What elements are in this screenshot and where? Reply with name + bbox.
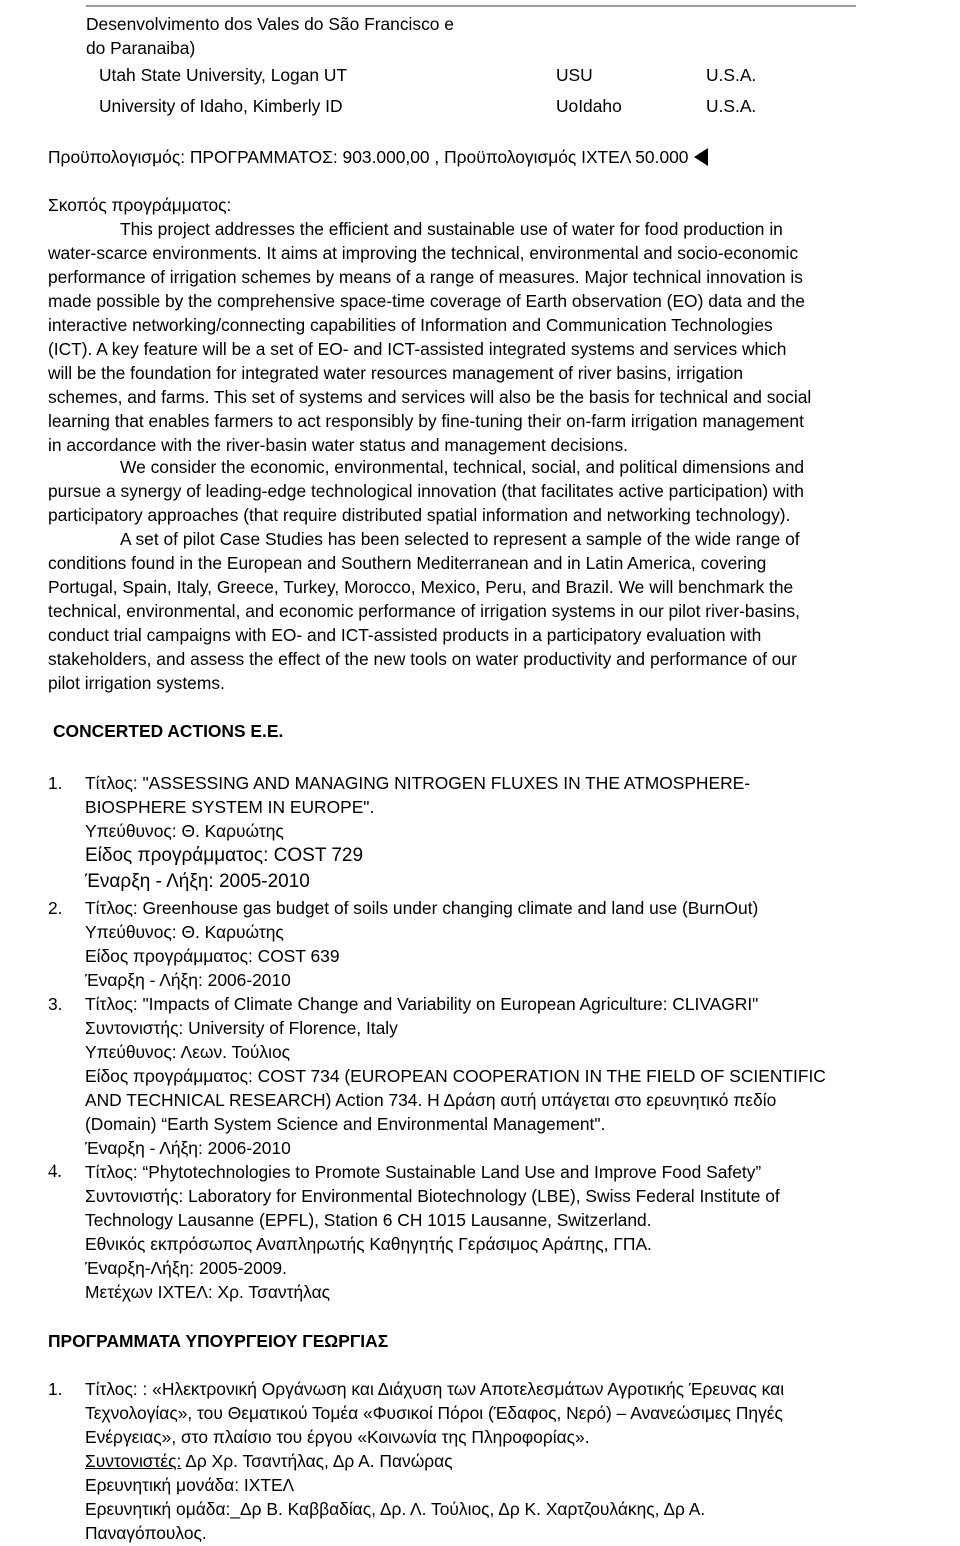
paragraph-line: technical, environmental, and economic performance of irrigation systems in our pilot river-basins, <box>48 601 801 621</box>
objective-line: will be the foundation for integrated water resources management of river basins, irrigation <box>48 363 744 383</box>
objective-line: schemes, and farms. This set of systems and services will also be the basis for technical and social <box>48 387 812 407</box>
section-heading-concerted-actions: CONCERTED ACTIONS E.E. <box>53 721 284 741</box>
item-title: Τίτλος: "ASSESSING AND MANAGING NITROGEN FLUXES IN THE ATMOSPHERE- <box>85 773 751 793</box>
section-heading-ministry-programs: ΠΡΟΓΡΑΜΜΑΤΑ ΥΠΟΥΡΓΕΙΟΥ ΓΕΩΡΓΙΑΣ <box>48 1331 389 1351</box>
item-coordinator-cont: Technology Lausanne (EPFL), Station 6 CH 1015 Lausanne, Switzerland. <box>85 1210 652 1230</box>
paragraph-2 <box>48 455 953 527</box>
item-title-cont: Τεχνολογίας», του Θεματικού Τομέα «Φυσικοί Πόροι (Έδαφος, Νερό) – Ανανεώσιμες Πηγές <box>85 1403 783 1423</box>
list-item <box>85 771 955 895</box>
header-title-line-1: Desenvolvimento dos Vales do São Francisco e <box>86 14 454 34</box>
item-duration: Έναρξη-Λήξη: 2005-2009. <box>85 1258 287 1278</box>
institution-name: Utah State University, Logan UT <box>99 65 348 85</box>
item-program-type-cont: AND TECHNICAL RESEARCH) Action 734. Η Δράση αυτή υπάγεται στο ερευνητικό πεδίο <box>85 1090 777 1110</box>
list-number: 1. <box>48 773 63 793</box>
objective-paragraph <box>48 217 953 457</box>
list-number: 4. <box>48 1162 62 1182</box>
objective-line: learning that enables farmers to act responsibly by fine-tuning their on-farm irrigation management <box>48 411 804 431</box>
paragraph-line: Portugal, Spain, Italy, Greece, Turkey, Morocco, Mexico, Peru, and Brazil. We will benchmark the <box>48 577 794 597</box>
objective-line: water-scarce environments. It aims at improving the technical, environmental and socio-economic <box>48 243 799 263</box>
objective-line: in accordance with the river-basin water status and management decisions. <box>48 435 628 455</box>
list-item <box>85 896 955 992</box>
header-title <box>86 12 546 60</box>
institution-abbr: USU <box>556 65 593 85</box>
item-research-team-cont: Παναγόπουλος. <box>85 1523 207 1543</box>
objective-line: (ICT). A key feature will be a set of EO- and ICT-assisted integrated systems and services which <box>48 339 787 359</box>
item-coordinator: Συντονιστής: Laboratory for Environmental Biotechnology (LBE), Swiss Federal Institute of <box>85 1186 780 1206</box>
item-duration: Έναρξη - Λήξη: 2006-2010 <box>85 970 291 990</box>
item-duration: Έναρξη - Λήξη: 2005-2010 <box>85 871 310 892</box>
item-title: Τίτλος: Greenhouse gas budget of soils under changing climate and land use (BurnOut) <box>85 898 759 918</box>
item-participant: Μετέχων ΙΧΤΕΛ: Χρ. Τσαντήλας <box>85 1282 331 1302</box>
objective-label: Σκοπός προγράμματος: <box>48 195 232 215</box>
item-national-rep: Εθνικός εκπρόσωπος Αναπληρωτής Καθηγητής Γεράσιμος Αράπης, ΓΠΑ. <box>85 1234 652 1254</box>
item-program-type-cont: (Domain) “Earth System Science and Environmental Management". <box>85 1114 606 1134</box>
coordinators-label: Συντονιστές: <box>85 1451 182 1471</box>
institution-country: U.S.A. <box>706 96 757 116</box>
institution-row <box>86 91 856 122</box>
paragraph-line: pilot irrigation systems. <box>48 673 225 693</box>
item-duration: Έναρξη - Λήξη: 2006-2010 <box>85 1138 291 1158</box>
item-coordinators <box>85 1449 955 1473</box>
list-item <box>85 992 955 1160</box>
paragraph-line: pursue a synergy of leading-edge technological innovation (that facilitates active participation) with <box>48 481 804 501</box>
objective-line: interactive networking/connecting capabilities of Information and Communication Technologies <box>48 315 773 335</box>
paragraph-line: conduct trial campaigns with EO- and ICT-assisted products in a participatory evaluation with <box>48 625 762 645</box>
institution-name: University of Idaho, Kimberly ID <box>99 96 343 116</box>
header-block <box>86 5 856 122</box>
objective-line: made possible by the comprehensive space-time coverage of Earth observation (EO) data and the <box>48 291 805 311</box>
list-item <box>85 1377 955 1545</box>
institution-country: U.S.A. <box>706 65 757 85</box>
item-title-cont: Ενέργειας», στο πλαίσιο του έργου «Κοινωνία της Πληροφορίας». <box>85 1427 590 1447</box>
header-title-line-2: do Paranaiba) <box>86 38 196 58</box>
item-program-type: Είδος προγράμματος: COST 639 <box>85 946 340 966</box>
paragraph-line: conditions found in the European and Southern Mediterranean and in Latin America, covering <box>48 553 767 573</box>
paragraph-3 <box>48 527 953 695</box>
item-responsible: Υπεύθυνος: Λεων. Τούλιος <box>85 1042 290 1062</box>
institution-abbr: UoIdaho <box>556 96 622 116</box>
item-responsible: Υπεύθυνος: Θ. Καρυώτης <box>85 922 284 942</box>
list-number: 2. <box>48 898 63 918</box>
budget-line <box>48 145 953 169</box>
item-program-type: Είδος προγράμματος: COST 734 (EUROPEAN COOPERATION IN THE FIELD OF SCIENTIFIC <box>85 1066 826 1086</box>
paragraph-line: We consider the economic, environmental, technical, social, and political dimensions and <box>120 457 805 477</box>
list-number: 1. <box>48 1379 63 1399</box>
budget-text: Προϋπολογισμός: ΠΡΟΓΡΑΜΜΑΤΟΣ: 903.000,00 , Προϋπολογισμός ΙΧΤΕΛ 50.000 <box>48 147 689 167</box>
paragraph-line: stakeholders, and assess the effect of the new tools on water productivity and performance of our <box>48 649 797 669</box>
list-item <box>85 1160 955 1304</box>
item-title-cont: BIOSPHERE SYSTEM IN EUROPE". <box>85 797 375 817</box>
item-title: Τίτλος: "Impacts of Climate Change and Variability on European Agriculture: CLIVAGRI" <box>85 994 759 1014</box>
item-research-team: Ερευνητική ομάδα:_Δρ Β. Καββαδίας, Δρ. Λ. Τούλιος, Δρ Κ. Χαρτζουλάκης, Δρ Α. <box>85 1499 706 1519</box>
list-number: 3. <box>48 994 63 1014</box>
item-coordinator: Συντονιστής: University of Florence, Italy <box>85 1018 398 1038</box>
paragraph-line: A set of pilot Case Studies has been selected to represent a sample of the wide range of <box>120 529 800 549</box>
objective-line: This project addresses the efficient and sustainable use of water for food production in <box>120 219 783 239</box>
item-title: Τίτλος: “Phytotechnologies to Promote Sustainable Land Use and Improve Food Safety” <box>85 1162 762 1182</box>
paragraph-line: participatory approaches (that require distributed spatial information and networking technology). <box>48 505 791 525</box>
coordinators-value: Δρ Χρ. Τσαντήλας, Δρ Α. Πανώρας <box>181 1451 453 1471</box>
objective-line: performance of irrigation schemes by means of a range of measures. Major technical innovation is <box>48 267 803 287</box>
item-research-unit: Ερευνητική μονάδα: ΙΧΤΕΛ <box>85 1475 295 1495</box>
item-title: Τίτλος: : «Ηλεκτρονική Οργάνωση και Διάχυση των Αποτελεσμάτων Αγροτικής Έρευνας και <box>85 1379 785 1399</box>
arrow-marker-icon <box>694 148 708 166</box>
institution-row <box>86 60 856 91</box>
item-responsible: Υπεύθυνος: Θ. Καρυώτης <box>85 821 284 841</box>
item-program-type: Είδος προγράμματος: COST 729 <box>85 845 364 866</box>
